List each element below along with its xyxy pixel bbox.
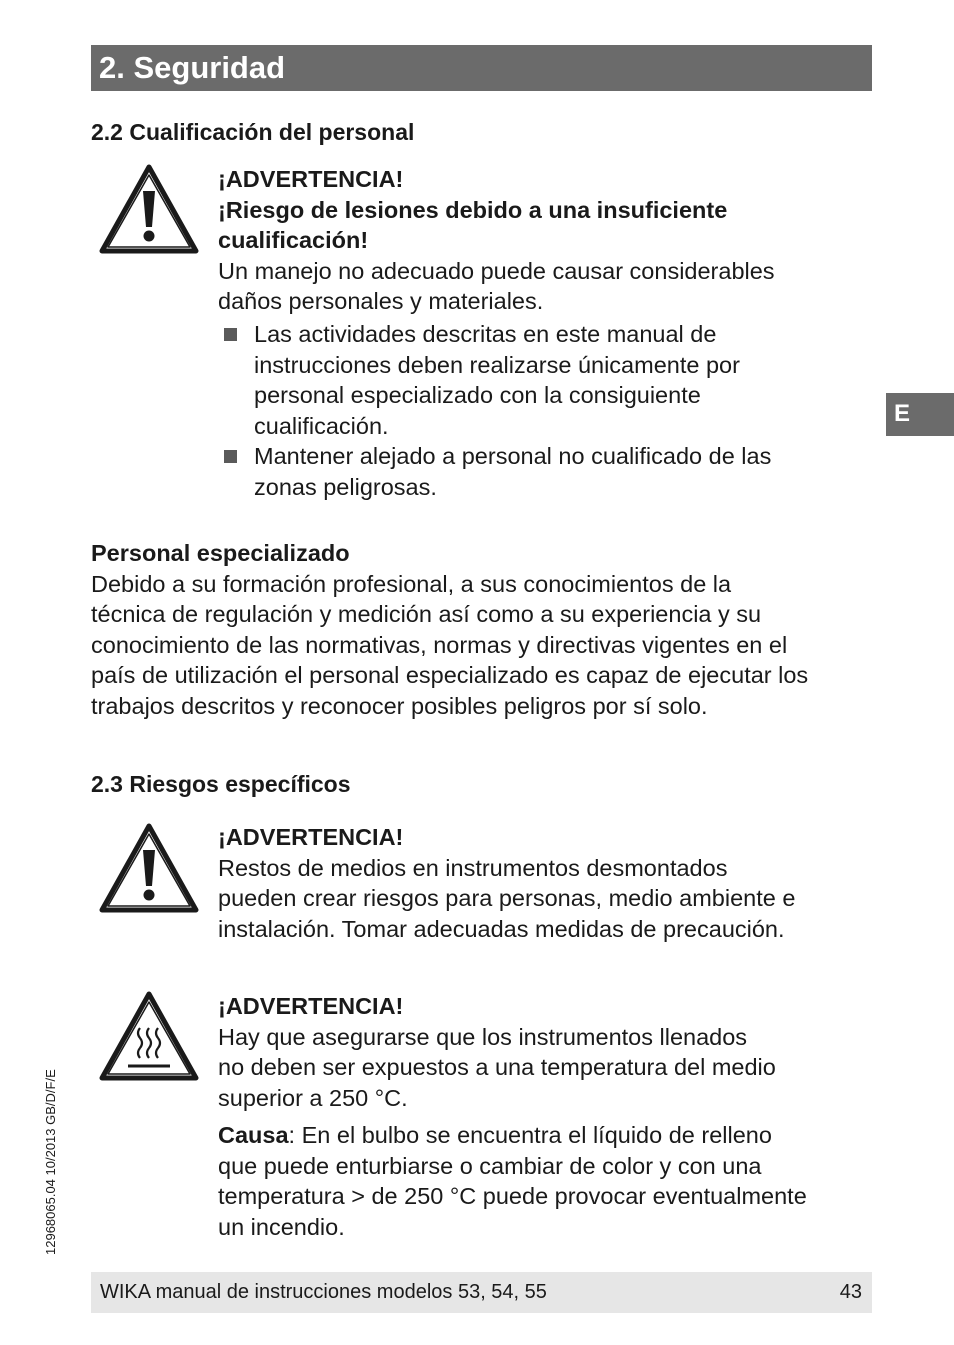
- warning-block-residues: [218, 822, 858, 944]
- heading-2-3: 2.3 Riesgos específicos: [91, 771, 351, 797]
- warning-label: ¡ADVERTENCIA!: [218, 824, 404, 850]
- warning-body-line: Hay que asegurarse que los instrumentos llenados: [218, 1023, 748, 1050]
- personal-heading: Personal especializado: [91, 540, 350, 566]
- warning-body-line: daños personales y materiales.: [218, 288, 544, 314]
- document-code: 12968065.04 10/2013 GB/D/F/E: [43, 1069, 58, 1255]
- bullet-line: zonas peligrosas.: [254, 473, 437, 500]
- footer-text: WIKA manual de instrucciones modelos 53, 54, 55: [100, 1281, 547, 1303]
- warning-title-line: cualificación!: [218, 227, 369, 253]
- bullet-line: cualificación.: [254, 412, 389, 439]
- warning-triangle-icon: [98, 163, 200, 255]
- cause-line: que puede enturbiarse o cambiar de color y con una: [218, 1152, 762, 1179]
- bullet-line: Mantener alejado a personal no cualificado de las: [254, 443, 772, 469]
- bullet-line: Las actividades descritas en este manual de: [254, 321, 717, 347]
- hot-surface-warning-icon: [98, 990, 200, 1082]
- warning-label: ¡ADVERTENCIA!: [218, 166, 404, 192]
- warning-body-line: instalación. Tomar adecuadas medidas de precaución.: [218, 915, 785, 942]
- personal-line: país de utilización el personal especializado es capaz de ejecutar los: [91, 662, 809, 688]
- section-title: 2. Seguridad: [99, 50, 286, 85]
- square-bullet-icon: [224, 328, 237, 341]
- personal-line: Debido a su formación profesional, a sus conocimientos de la: [91, 570, 732, 597]
- cause-text: : En el bulbo se encuentra el líquido de relleno: [288, 1122, 772, 1148]
- bullet-line: personal especializado con la consiguiente: [254, 382, 701, 408]
- warning-body-line: superior a 250 °C.: [218, 1084, 408, 1111]
- page-number: 43: [839, 1281, 862, 1303]
- warning-body-line: no deben ser expuestos a una temperatura del medio: [218, 1054, 776, 1080]
- language-tab-label: E: [894, 400, 911, 427]
- square-bullet-icon: [224, 450, 237, 463]
- personal-line: conocimiento de las normativas, normas y directivas vigentes en el: [91, 631, 788, 658]
- warning-body-line: Un manejo no adecuado puede causar considerables: [218, 257, 775, 284]
- personal-line: trabajos descritos y reconocer posibles peligros por sí solo.: [91, 692, 708, 719]
- warning-body-line: Restos de medios en instrumentos desmontados: [218, 854, 728, 881]
- warning-block-qualification: [218, 164, 858, 317]
- heading-2-2: 2.2 Cualificación del personal: [91, 119, 415, 145]
- section-header-bar: [91, 45, 872, 91]
- personal-line: técnica de regulación y medición así como a su experiencia y su: [91, 601, 762, 627]
- warning-triangle-icon: [98, 822, 200, 914]
- cause-label: Causa: [218, 1122, 289, 1148]
- language-tab: [886, 393, 954, 436]
- warning-label: ¡ADVERTENCIA!: [218, 993, 404, 1019]
- warning-block-temperature: [218, 991, 868, 1242]
- warning-bullet-list: [218, 319, 858, 502]
- personal-specialized-block: [91, 538, 881, 721]
- page-footer: [91, 1272, 872, 1313]
- warning-title-line: ¡Riesgo de lesiones debido a una insuficiente: [218, 196, 728, 223]
- cause-line: [218, 1120, 868, 1151]
- cause-line: un incendio.: [218, 1213, 345, 1240]
- cause-line: temperatura > de 250 °C puede provocar eventualmente: [218, 1183, 807, 1209]
- warning-body-line: pueden crear riesgos para personas, medio ambiente e: [218, 885, 796, 911]
- bullet-line: instrucciones deben realizarse únicamente por: [254, 351, 740, 378]
- bullet-item: [218, 441, 858, 502]
- bullet-item: [218, 319, 858, 441]
